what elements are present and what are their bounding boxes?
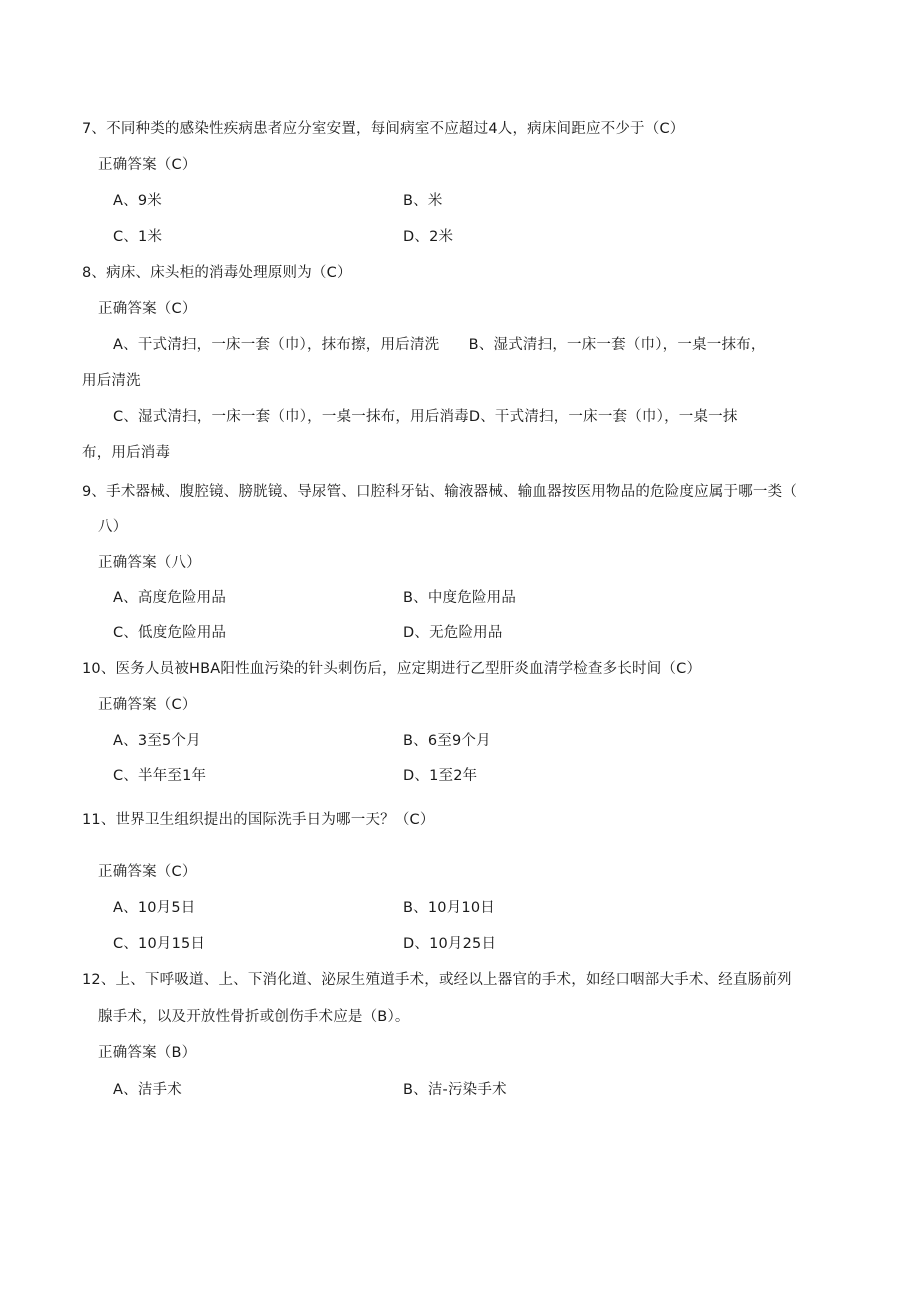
q9-option-a: A、高度危险用品 <box>113 590 227 606</box>
q11-option-c: C、10月15日 <box>113 936 206 952</box>
q10-option-a: A、3至5个月 <box>113 733 201 749</box>
q12-option-b: B、洁-污染手术 <box>403 1082 507 1098</box>
q7-option-c: C、1米 <box>113 229 163 245</box>
answer-12: 正确答案（B） <box>98 1045 197 1061</box>
question-11: 11、世界卫生组织提出的国际洗手日为哪一天？（C） <box>82 812 435 828</box>
question-12-cont: 腺手术，以及开放性骨折或创伤手术应是（B）。 <box>98 1009 410 1025</box>
question-7: 7、不同种类的感染性疾病患者应分室安置，每间病室不应超过4人，病床间距应不少于（C） <box>82 121 685 137</box>
q12-option-a: A、洁手术 <box>113 1082 182 1098</box>
q7-option-d: D、2米 <box>403 229 454 245</box>
question-8: 8、病床、床头柜的消毒处理原则为（C） <box>82 265 352 281</box>
question-9-cont: 八） <box>98 519 128 535</box>
question-12: 12、上、下呼吸道、上、下消化道、泌尿生殖道手术，或经以上器官的手术，如经口咽部大手术、经直肠前列 <box>82 972 792 988</box>
q10-option-c: C、半年至1年 <box>113 768 207 784</box>
answer-11: 正确答案（C） <box>98 864 197 880</box>
q7-option-a: A、9米 <box>113 193 162 209</box>
q8-option-b-wrap: 用后清洗 <box>82 373 141 389</box>
q9-option-d: D、无危险用品 <box>403 625 503 641</box>
q8-option-d-wrap: 布，用后消毒 <box>82 445 171 461</box>
q10-option-d: D、1至2年 <box>403 768 478 784</box>
answer-7: 正确答案（C） <box>98 157 197 173</box>
answer-8: 正确答案（C） <box>98 301 197 317</box>
q11-option-b: B、10月10日 <box>403 900 495 916</box>
q11-option-d: D、10月25日 <box>403 936 497 952</box>
q8-option-cd-line: C、湿式清扫，一床一套（巾），一桌一抹布，用后消毒D、干式清扫，一床一套（巾），一桌一抹 <box>113 409 738 425</box>
question-10: 10、医务人员被HBA阳性血污染的针头刺伤后，应定期进行乙型肝炎血清学检查多长时间（C） <box>82 661 702 677</box>
q8-option-ab-line: A、干式清扫，一床一套（巾），抹布擦，用后清洗 B、湿式清扫，一床一套（巾），一桌一抹布， <box>113 337 766 353</box>
answer-10: 正确答案（C） <box>98 697 197 713</box>
q7-option-b: B、米 <box>403 193 443 209</box>
q11-option-a: A、10月5日 <box>113 900 196 916</box>
q10-option-b: B、6至9个月 <box>403 733 491 749</box>
q9-option-b: B、中度危险用品 <box>403 590 517 606</box>
answer-9: 正确答案（八） <box>98 555 201 571</box>
question-9: 9、手术器械、腹腔镜、膀胱镜、导尿管、口腔科牙钻、输液器械、输血器按医用物品的危险度应属于哪一类（ <box>82 484 798 500</box>
q9-option-c: C、低度危险用品 <box>113 625 227 641</box>
